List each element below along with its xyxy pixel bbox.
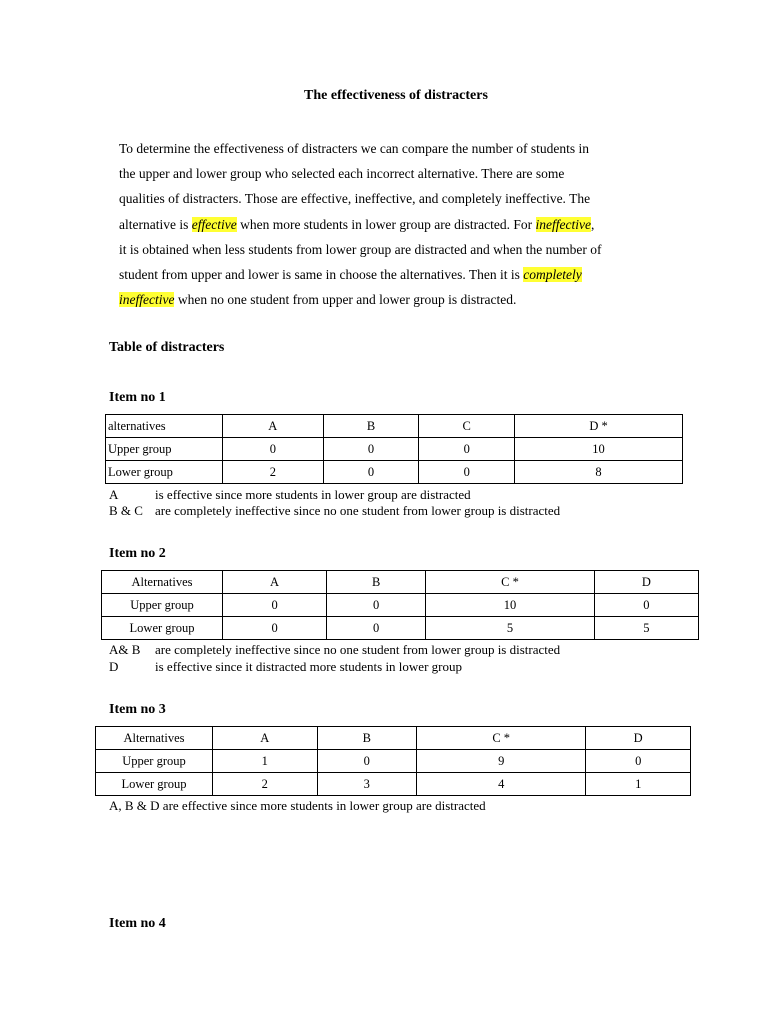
note-key: B & C: [109, 503, 143, 518]
table-cell: 0: [323, 461, 419, 484]
table-cell: 0: [317, 750, 416, 773]
note-key: A& B: [109, 642, 141, 657]
paragraph-text: alternative is: [119, 216, 192, 232]
paragraph-text: when more students in lower group are distracted. For: [236, 216, 536, 232]
note-key: D: [109, 659, 119, 674]
table-cell: 0: [223, 438, 324, 461]
table-row: [96, 773, 691, 796]
paragraph-line: [119, 287, 689, 312]
table-row: [106, 438, 683, 461]
item-2-note: [109, 659, 462, 675]
table-cell: C *: [417, 727, 586, 750]
paragraph-line: [119, 262, 689, 287]
table-cell: Lower group: [106, 461, 223, 484]
table-cell: 0: [419, 461, 515, 484]
table-cell: Upper group: [102, 594, 223, 617]
table-header-row: [106, 415, 683, 438]
table-cell: 0: [594, 594, 698, 617]
highlighted-term-completely: completely: [523, 267, 582, 283]
table-cell: B: [323, 415, 419, 438]
note-text: are completely ineffective since no one student from lower group is distracted: [155, 642, 561, 657]
table-row: [102, 617, 699, 640]
item-3-table: [95, 726, 691, 796]
table-cell: 5: [426, 617, 595, 640]
page-title: The effectiveness of distracters: [304, 88, 488, 103]
table-cell: 10: [426, 594, 595, 617]
table-header-row: [102, 571, 699, 594]
item-2-heading: Item no 2: [109, 546, 166, 561]
paragraph-text: student from upper and lower is same in choose the alternatives. Then it is: [119, 267, 524, 283]
table-cell: 0: [419, 438, 515, 461]
table-cell: 0: [323, 438, 419, 461]
paragraph-text: ,: [590, 216, 595, 232]
table-cell: 0: [586, 750, 691, 773]
item-2-note: [109, 642, 560, 658]
table-cell: 0: [223, 617, 327, 640]
table-header-row: [96, 727, 691, 750]
highlighted-term-ineffective: ineffective: [535, 216, 591, 232]
table-cell: Alternatives: [102, 571, 223, 594]
item-3-heading: Item no 3: [109, 702, 166, 717]
intro-paragraph: [119, 136, 689, 312]
table-row: [96, 750, 691, 773]
highlighted-term-ineffective-2: ineffective: [119, 292, 175, 308]
table-cell: 2: [223, 461, 324, 484]
table-cell: 0: [327, 617, 426, 640]
table-cell: Alternatives: [96, 727, 213, 750]
paragraph-line: [119, 212, 689, 237]
table-cell: 8: [515, 461, 683, 484]
table-cell: D: [586, 727, 691, 750]
item-2-table: [101, 570, 699, 640]
item-1-table: [105, 414, 683, 484]
paragraph-line: the upper and lower group who selected each incorrect alternative. There are some: [119, 166, 565, 182]
table-row: [106, 461, 683, 484]
item-1-note: [109, 487, 471, 503]
note-text: is effective since it distracted more students in lower group: [155, 659, 462, 674]
table-cell: D *: [515, 415, 683, 438]
table-row: [102, 594, 699, 617]
table-cell: 3: [317, 773, 416, 796]
table-cell: 5: [594, 617, 698, 640]
table-cell: 9: [417, 750, 586, 773]
table-cell: 10: [515, 438, 683, 461]
table-cell: A: [223, 571, 327, 594]
paragraph-text: when no one student from upper and lower group is distracted.: [174, 292, 517, 308]
table-cell: Upper group: [106, 438, 223, 461]
table-cell: Lower group: [102, 617, 223, 640]
table-cell: 1: [586, 773, 691, 796]
paragraph-line: it is obtained when less students from lower group are distracted and when the number of: [119, 241, 602, 257]
table-cell: 0: [223, 594, 327, 617]
table-cell: 0: [327, 594, 426, 617]
table-cell: 1: [213, 750, 318, 773]
table-cell: C *: [426, 571, 595, 594]
table-cell: alternatives: [106, 415, 223, 438]
paragraph-line: qualities of distracters. Those are effective, ineffective, and completely ineffective. The: [119, 191, 591, 207]
table-cell: A: [213, 727, 318, 750]
table-section-heading: Table of distracters: [109, 340, 225, 355]
table-cell: Upper group: [96, 750, 213, 773]
note-text: is effective since more students in lower group are distracted: [155, 487, 471, 502]
highlighted-term-effective: effective: [191, 216, 237, 232]
table-cell: 2: [213, 773, 318, 796]
table-cell: D: [594, 571, 698, 594]
table-cell: Lower group: [96, 773, 213, 796]
note-key: A: [109, 487, 119, 502]
table-cell: 4: [417, 773, 586, 796]
item-4-heading: Item no 4: [109, 916, 166, 931]
table-cell: C: [419, 415, 515, 438]
paragraph-line: To determine the effectiveness of distracters we can compare the number of students in: [119, 141, 590, 156]
item-1-note: [109, 503, 560, 519]
table-cell: A: [223, 415, 324, 438]
item-1-heading: Item no 1: [109, 390, 166, 405]
table-cell: B: [327, 571, 426, 594]
item-3-note: A, B & D are effective since more students in lower group are distracted: [109, 798, 486, 813]
note-text: are completely ineffective since no one student from lower group is distracted: [155, 503, 561, 518]
table-cell: B: [317, 727, 416, 750]
